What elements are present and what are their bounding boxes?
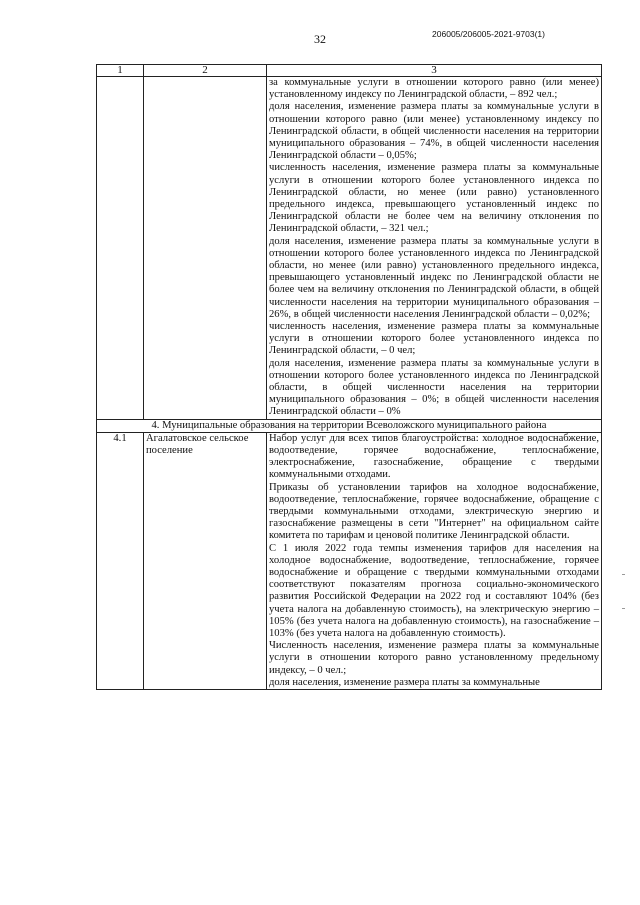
row-number: 4.1: [97, 432, 144, 689]
paragraph: за коммунальные услуги в отношении которого равно (или менее) установленному индексу по Ленинградской области, – 892 чел.;: [269, 77, 599, 101]
column-number-2: 2: [144, 65, 267, 77]
continuation-text-cell: [267, 77, 602, 420]
paragraph: Набор услуг для всех типов благоустройства: холодное водоснабжение, водоотведение, горячее водоснабжение, теплоснабжение, электроснабжение, газоснабжение, обращение с твердыми коммунальными отходами.: [269, 432, 599, 481]
paragraph: доля населения, изменение размера платы за коммунальные услуги в отношении которого более установленного индекса по Ленинградской области, в общей численности населения на территории муниципального образования – 0%; в общей численности населения Ленинградской области – 0%: [269, 357, 599, 418]
paragraph: Приказы об установлении тарифов на холодное водоснабжение, водоотведение, теплоснабжение, горячее водоснабжение, обращение с твердыми коммунальными отходами, электрическую энергию и газоснабжение размещены в сети "Интернет" на официальном сайте комитета по тарифам и ценовой политике Ленинградской области.: [269, 481, 599, 542]
section-row: [97, 419, 602, 432]
continuation-name-cell: [144, 77, 267, 420]
paragraph: численность населения, изменение размера платы за коммунальные услуги в отношении которого более установленного индекса по Ленинградской области, – 0 чел;: [269, 321, 599, 357]
margin-mark: [622, 574, 625, 575]
municipality-name: Агалатовское сельское поселение: [144, 432, 267, 689]
margin-mark: [622, 608, 625, 609]
tariff-table: [96, 64, 602, 690]
paragraph: доля населения, изменение размера платы за коммунальные услуги в отношении которого равно (или менее) установленному индексу по Ленинградской области, в общей численности населения на территории муниципального образования – 74%, в общей численности населения Ленинградской области – 0,05%;: [269, 101, 599, 162]
continuation-row: [97, 77, 602, 420]
document-code: 206005/206005-2021-9703(1): [432, 29, 545, 39]
column-number-1: 1: [97, 65, 144, 77]
paragraph: Численность населения, изменение размера платы за коммунальные услуги в отношении которого равно установленному предельному индексу, – 0 чел.;: [269, 640, 599, 676]
row-text-cell: [267, 432, 602, 689]
column-number-row: [97, 65, 602, 77]
page-number: 32: [314, 32, 326, 46]
paragraph: доля населения, изменение размера платы за коммунальные: [269, 676, 540, 688]
paragraph: численность населения, изменение размера платы за коммунальные услуги в отношении которого более установленного индекса по Ленинградской области, но менее (или равно) установленного предельного индекса, превышающего установленный индекс по Ленинградской области не более чем на величину отклонения по Ленинградской области, – 321 чел.;: [269, 162, 599, 235]
continuation-number-cell: [97, 77, 144, 420]
table-row: [97, 432, 602, 689]
paragraph: доля населения, изменение размера платы за коммунальные услуги в отношении которого более установленного индекса по Ленинградской области, но менее (или равно) установленного предельного индекса, превышающего установленный индекс по Ленинградской области не более чем на величину отклонения по Ленинградской области, в общей численности населения на территории муниципального образования – 26%, в общей численности населения Ленинградской области – 0,02%;: [269, 235, 599, 320]
section-title: 4. Муниципальные образования на территории Всеволожского муниципального района: [97, 419, 602, 432]
column-number-3: 3: [267, 65, 602, 77]
paragraph: С 1 июля 2022 года темпы изменения тарифов для населения на холодное водоснабжение, водоотведение, теплоснабжение, горячее водоснабжение и обращение с твердыми коммунальными отходами соответствуют показателям прогноза социально-экономического развития Российской Федерации на 2022 год и составляют 104% (без учета налога на добавленную стоимость), на электрическую энергию – 105% (без учета налога на добавленную стоимость), на газоснабжение – 103% (без учета налога на добавленную стоимость).: [269, 542, 599, 639]
